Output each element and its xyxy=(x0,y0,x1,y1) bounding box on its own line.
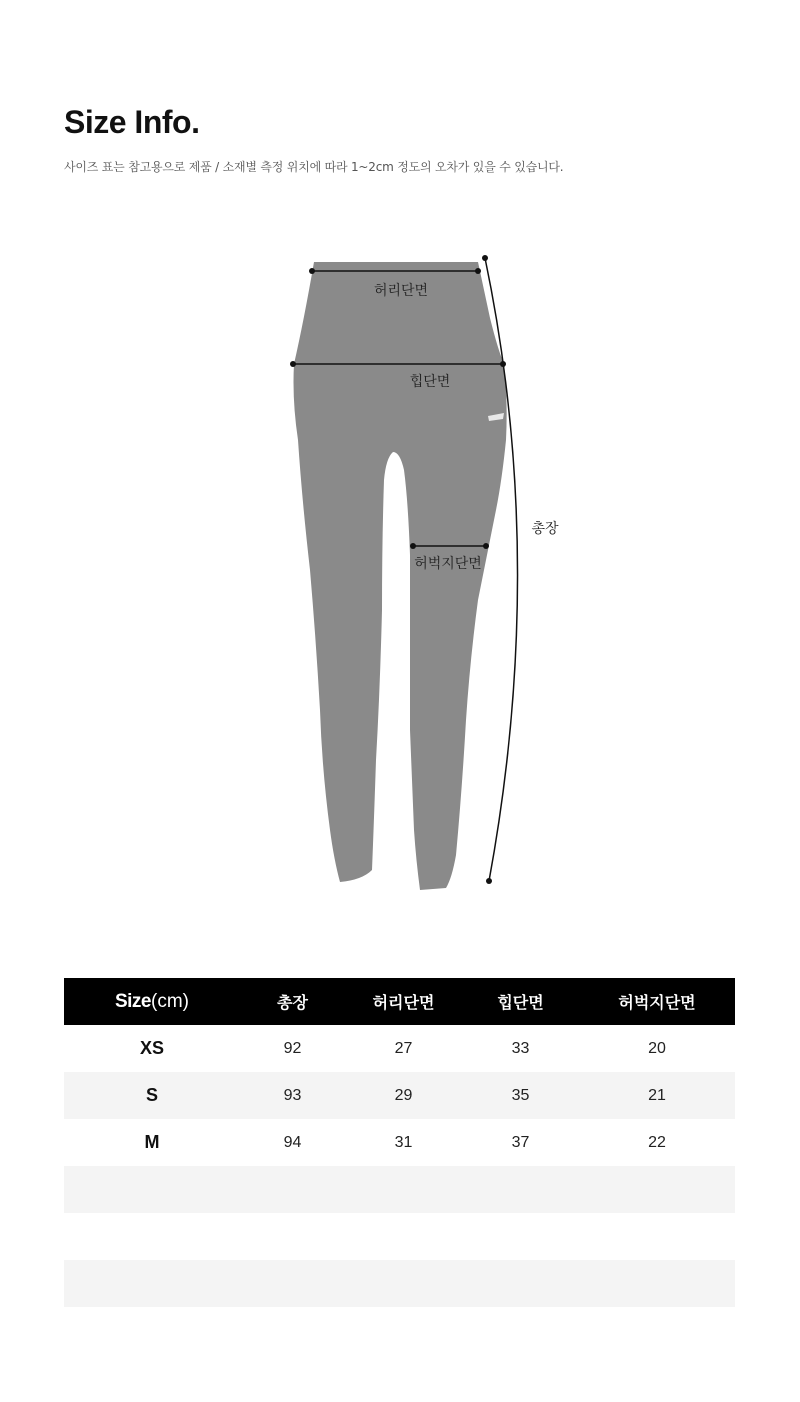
cell-hip: 33 xyxy=(511,1039,530,1057)
size-table xyxy=(64,978,735,1307)
table-row xyxy=(64,1166,735,1213)
cell-waist: 29 xyxy=(345,1072,462,1119)
cell-hip xyxy=(462,1166,579,1213)
length-measure-label: 총장 xyxy=(531,521,559,537)
waist-measure-end-dot xyxy=(475,268,481,274)
cell-total-length: 94 xyxy=(283,1133,302,1151)
hip-measure-label: 힙단면 xyxy=(409,374,451,390)
thigh-measure-end-dot xyxy=(483,543,489,549)
cell-total-length xyxy=(240,1260,345,1307)
header-waist: 허리단면 xyxy=(345,978,462,1025)
page-title: Size Info. xyxy=(64,104,200,140)
header-size-unit: (cm) xyxy=(151,990,189,1012)
row-size xyxy=(64,1213,240,1260)
cell-waist xyxy=(345,1260,462,1307)
row-size: S xyxy=(64,1072,240,1119)
leggings-silhouette xyxy=(294,262,507,890)
cell-waist xyxy=(345,1213,462,1260)
cell-hip xyxy=(462,1260,579,1307)
row-size: XS xyxy=(139,1038,164,1058)
hip-measure-start-dot xyxy=(290,361,296,367)
cell-waist: 31 xyxy=(394,1133,413,1151)
cell-thigh xyxy=(579,1213,735,1260)
size-disclaimer: 사이즈 표는 참고용으로 제품 / 소재별 측정 위치에 따라 1~2cm 정도의 오차가 있을 수 있습니다. xyxy=(64,160,564,174)
cell-hip: 37 xyxy=(511,1133,530,1151)
cell-hip xyxy=(462,1213,579,1260)
cell-thigh: 20 xyxy=(648,1039,666,1057)
cell-thigh: 22 xyxy=(648,1133,666,1151)
table-header-row xyxy=(64,978,735,1025)
row-size: M xyxy=(144,1132,160,1152)
table-row xyxy=(64,1213,735,1260)
waist-measure-label: 허리단면 xyxy=(373,283,429,299)
cell-hip: 35 xyxy=(462,1072,579,1119)
cell-total-length: 93 xyxy=(240,1072,345,1119)
table-row xyxy=(64,1260,735,1307)
header-total-length: 총장 xyxy=(240,978,345,1025)
length-measure-start-dot xyxy=(482,255,488,261)
cell-thigh xyxy=(579,1260,735,1307)
cell-waist xyxy=(345,1166,462,1213)
header-size-label: Size xyxy=(114,990,152,1012)
row-size xyxy=(64,1260,240,1307)
cell-waist: 27 xyxy=(394,1039,413,1057)
thigh-measure-start-dot xyxy=(410,543,416,549)
waist-measure-start-dot xyxy=(309,268,315,274)
cell-thigh xyxy=(579,1166,735,1213)
cell-total-length: 92 xyxy=(283,1039,302,1057)
header-hip: 힙단면 xyxy=(462,978,579,1025)
table-row xyxy=(64,1025,735,1072)
cell-total-length xyxy=(240,1213,345,1260)
cell-total-length xyxy=(240,1166,345,1213)
cell-thigh: 21 xyxy=(579,1072,735,1119)
length-measure-end-dot xyxy=(486,878,492,884)
table-row xyxy=(64,1072,735,1119)
thigh-measure-label: 허벅지단면 xyxy=(414,556,482,572)
header-size xyxy=(64,978,240,1025)
header-thigh: 허벅지단면 xyxy=(579,978,735,1025)
row-size xyxy=(64,1166,240,1213)
table-row xyxy=(64,1119,735,1166)
